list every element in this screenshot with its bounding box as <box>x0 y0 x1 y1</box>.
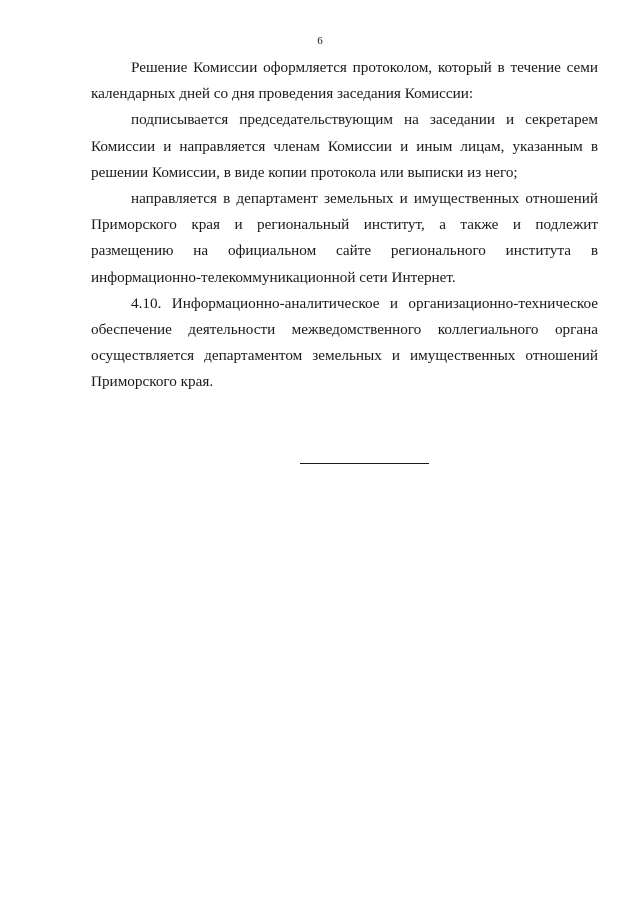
end-of-text-line <box>300 463 429 464</box>
paragraph-sent <box>91 186 598 291</box>
document-body <box>91 55 598 396</box>
paragraph-section-4-10: 4.10. Информационно-аналитическое и организационно-техническое обеспечение деятельности межведомственного коллегиального органа осуществляется департаментом земельных и имущественных отношений Приморского края. <box>91 294 598 391</box>
paragraph-signed: подписывается председательствующим на заседании и секретарем Комиссии и направляется членам Комиссии и иным лицам, указанным в решении Комиссии, в виде копии протокола или выписки из него; <box>91 111 598 181</box>
paragraph-sent-line: информационно-телекоммуникационной сети Интернет. <box>91 268 456 286</box>
paragraph-sent-line: направляется в департамент земельных и имущественных отношений <box>131 190 598 208</box>
paragraph-sent-line: размещению на официальном сайте регионального института в <box>91 242 598 260</box>
page-number: 6 <box>317 35 323 47</box>
paragraph-protocol: Решение Комиссии оформляется протоколом, который в течение семи календарных дней со дня проведения заседания Комиссии: <box>91 59 598 103</box>
paragraph-sent-line: Приморского края и региональный институт, а также и подлежит <box>91 216 598 234</box>
